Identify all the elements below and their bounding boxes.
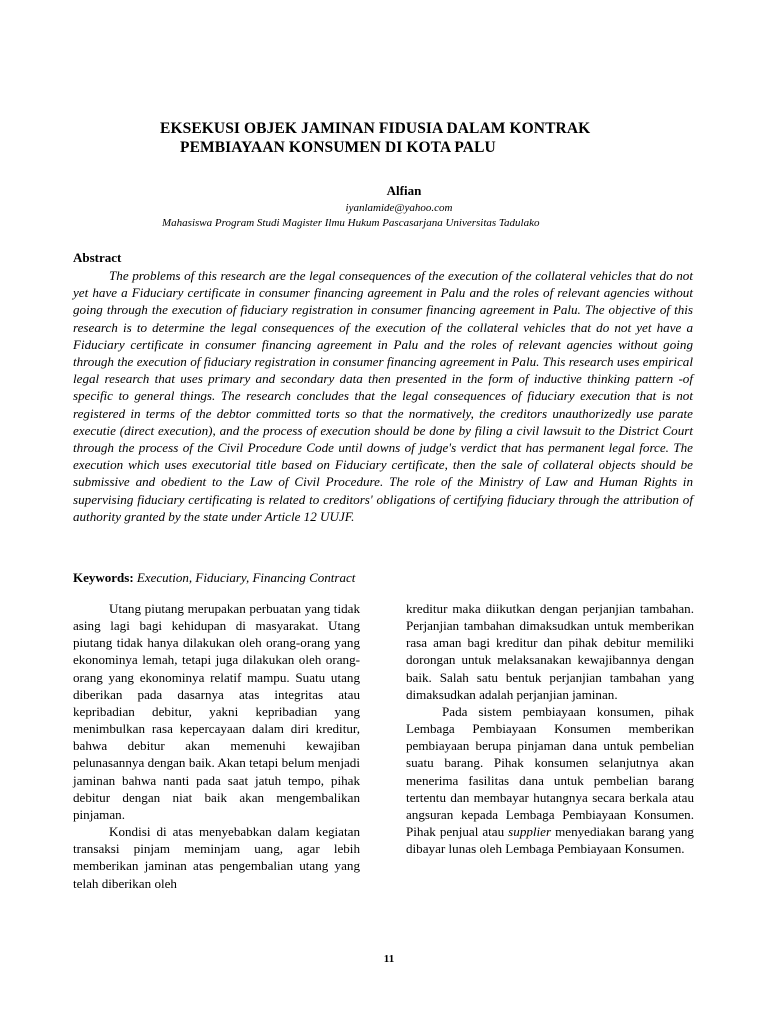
body-paragraph: Utang piutang merupakan perbuatan yang tidak asing lagi bagi kehidupan di masyarakat. Utang piutang tidak hanya dilakukan oleh orang-orang yang ekonominya lemah, tetapi juga dilakukan oleh orang-orang yang ekonominya relatif mampu. Suatu utang diberikan pada dasarnya atas integritas atau kepribadian debitur, yakni kepribadian yang menimbulkan rasa kepercayaan dalam diri kreditur, bahwa debitur akan memenuhi kewajiban pelunasannya dengan baik. Akan tetapi belum menjadi jaminan bahwa nanti pada saat jatuh tempo, pihak debitur dengan niat baik akan mengembalikan pinjaman. — [73, 601, 360, 822]
keywords — [73, 570, 693, 586]
abstract-heading: Abstract — [73, 250, 122, 265]
paper-title — [160, 119, 700, 157]
keywords-value: Execution, Fiduciary, Financing Contract — [136, 570, 356, 585]
author-affiliation: Mahasiswa Program Studi Magister Ilmu Hukum Pascasarjana Universitas Tadulako — [162, 217, 540, 229]
body-column-right — [406, 600, 694, 857]
body-paragraph: kreditur maka diikutkan dengan perjanjian tambahan. Perjanjian tambahan dimaksudkan untuk memberikan rasa aman bagi kreditur dan pihak debitur memiliki dorongan untuk melaksanakan kewajibannya dengan baik. Salah satu bentuk perjanjian tambahan yang dimaksudkan adalah perjanjian jaminan. — [406, 601, 694, 702]
page-number: 11 — [383, 953, 395, 965]
body-emphasis: supplier — [508, 824, 552, 840]
title-line-1: EKSEKUSI OBJEK JAMINAN FIDUSIA DALAM KONTRAK — [160, 120, 591, 137]
body-paragraph — [406, 703, 694, 857]
body-text: Pada sistem pembiayaan konsumen, pihak Lembaga Pembiayaan Konsumen memberikan pembiayaan berupa pinjaman dana untuk pembelian suatu barang. Pihak konsumen selanjutnya akan menerima fasilitas dana untuk pembelian barang tertentu dan membayar hutangnya secara berkala atau angsuran kepada Lembaga Pembiayaan Konsumen. Pihak penjual atau — [406, 703, 694, 840]
abstract-body: The problems of this research are the legal consequences of the execution of the collateral vehicles that do not yet have a Fiduciary certificate in consumer financing agreement in Palu and the roles of relevant agencies without going through the execution of fiduciary registration in consumer financing agreement in Palu. The objective of this research is to determine the legal consequences of the execution of the collateral vehicles that do not yet have a Fiduciary certificate in consumer financing agreement in Palu and the roles of relevant agencies without going through the execution of fiduciary registration in consumer financing agreement in Palu. This research uses empirical legal research that uses primary and secondary data then presented in the form of inductive thinking pattern -of specific to general things. The research concludes that the legal consequences of fiduciary execution that is not registered in terms of the debtor committed torts so that the normatively, the creditors unauthorizedly use parate executie (direct execution), and the process of execution should be done by filing a civil lawsuit to the District Court through the process of the Civil Procedure Code until downs of judge's verdict that has permanent legal force. The execution which uses executorial title based on Fiduciary certificate, then the sale of collateral objects should be submissive and obedient to the Law of Civil Procedure. The role of the Ministry of Law and Human Rights in supervising fiduciary certificating is related to creditors' obligations of certifying fiduciary through the attribution of authority granted by the state under Article 12 UUJF. — [73, 268, 693, 524]
keywords-label: Keywords: — [73, 570, 134, 585]
body-text: menyediakan barang yang dibayar lunas oleh Lembaga Pembiayaan Konsumen. — [406, 824, 694, 857]
body-paragraph: Kondisi di atas menyebabkan dalam kegiatan transaksi pinjam meminjam uang, agar lebih memberikan jaminan atas pengembalian utang yang telah diberikan oleh — [73, 824, 360, 891]
title-line-2: PEMBIAYAAN KONSUMEN DI KOTA PALU — [180, 139, 496, 156]
body-column-left — [73, 600, 360, 892]
author-email: iyanlamide@yahoo.com — [345, 202, 453, 214]
author-name: Alfian — [386, 183, 422, 198]
